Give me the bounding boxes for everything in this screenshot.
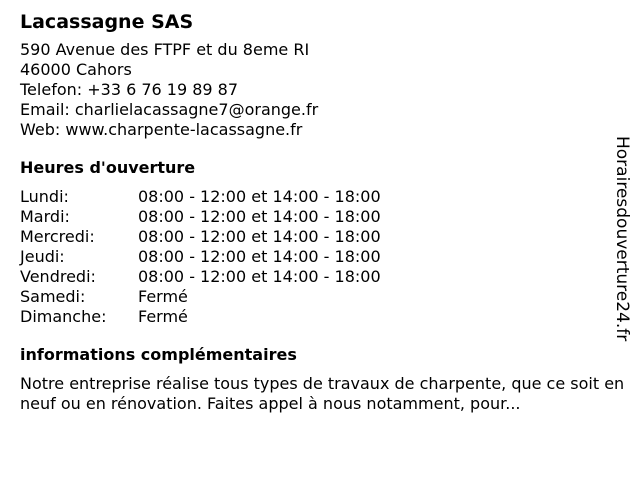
hours-row-vendredi bbox=[20, 267, 620, 287]
hours-time: 08:00 - 12:00 et 14:00 - 18:00 bbox=[138, 247, 381, 266]
hours-time: Fermé bbox=[138, 287, 188, 306]
hours-row-samedi bbox=[20, 287, 620, 307]
side-brand-watermark: Horairesdouverture24.fr bbox=[612, 136, 632, 342]
hours-table bbox=[20, 187, 620, 327]
hours-day: Samedi: bbox=[20, 287, 86, 306]
hours-day: Mardi: bbox=[20, 207, 70, 226]
email-line: Email: charlielacassagne7@orange.fr bbox=[20, 100, 319, 119]
hours-time: 08:00 - 12:00 et 14:00 - 18:00 bbox=[138, 207, 381, 226]
phone-line: Telefon: +33 6 76 19 89 87 bbox=[20, 80, 239, 99]
hours-row-mardi bbox=[20, 207, 620, 227]
hours-day: Dimanche: bbox=[20, 307, 107, 326]
address-line-2: 46000 Cahors bbox=[20, 60, 132, 79]
business-name: Lacassagne SAS bbox=[20, 11, 194, 33]
hours-row-jeudi bbox=[20, 247, 620, 267]
hours-time: Fermé bbox=[138, 307, 188, 326]
info-description: Notre entreprise réalise tous types de travaux de charpente, que ce soit en neuf ou en rénovation. Faites appel à nous notamment, pour... bbox=[20, 374, 625, 413]
info-heading: informations complémentaires bbox=[20, 345, 297, 364]
hours-day: Lundi: bbox=[20, 187, 69, 206]
hours-day: Mercredi: bbox=[20, 227, 95, 246]
hours-time: 08:00 - 12:00 et 14:00 - 18:00 bbox=[138, 227, 381, 246]
hours-time: 08:00 - 12:00 et 14:00 - 18:00 bbox=[138, 267, 381, 286]
hours-time: 08:00 - 12:00 et 14:00 - 18:00 bbox=[138, 187, 381, 206]
website-line: Web: www.charpente-lacassagne.fr bbox=[20, 120, 303, 139]
hours-row-mercredi bbox=[20, 227, 620, 247]
address-line-1: 590 Avenue des FTPF et du 8eme RI bbox=[20, 40, 310, 59]
hours-heading: Heures d'ouverture bbox=[20, 158, 196, 177]
hours-day: Jeudi: bbox=[20, 247, 65, 266]
hours-row-lundi bbox=[20, 187, 620, 207]
hours-day: Vendredi: bbox=[20, 267, 96, 286]
hours-row-dimanche bbox=[20, 307, 620, 327]
